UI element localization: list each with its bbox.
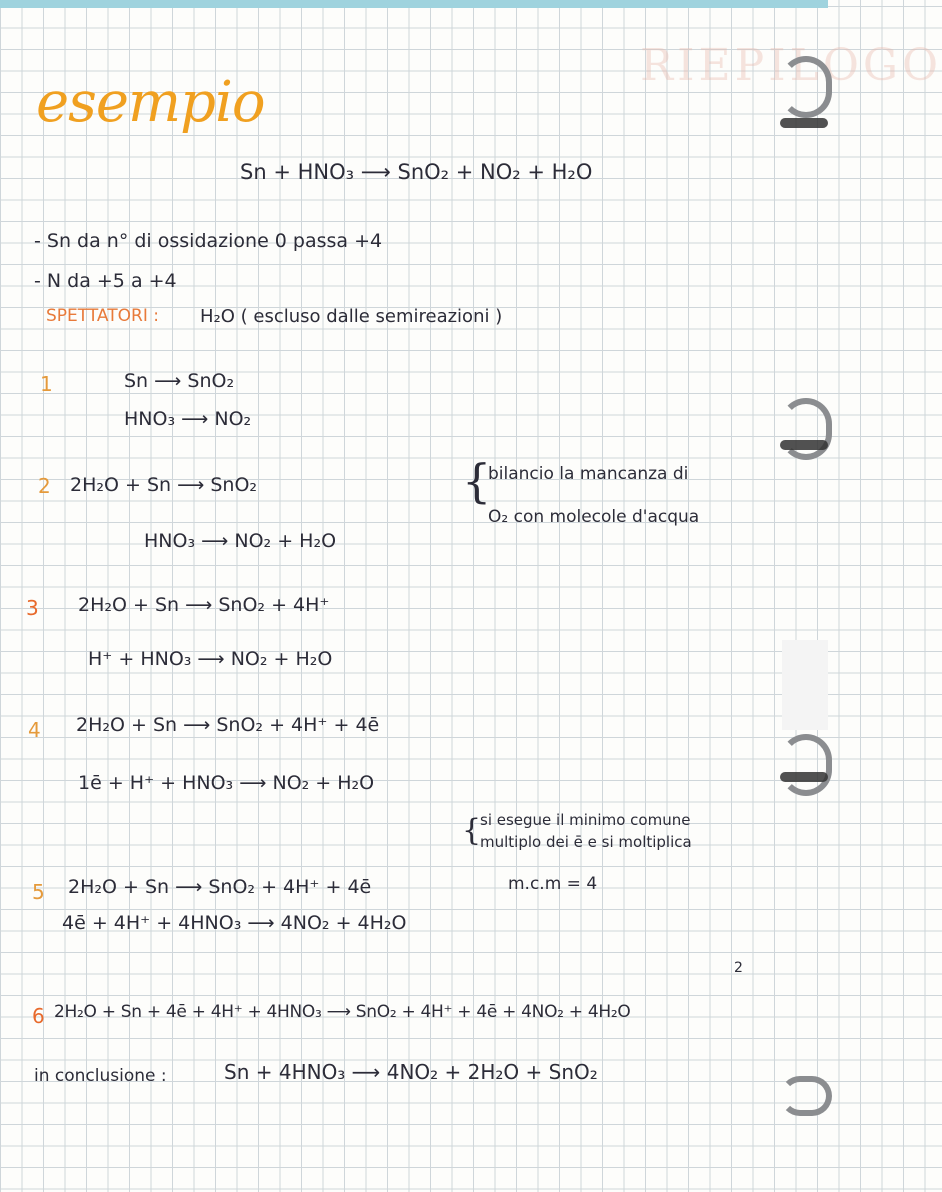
equation-line: 2H₂O + Sn ⟶ SnO₂ + 4H⁺ bbox=[78, 594, 330, 616]
note-line: - N da +5 a +4 bbox=[34, 270, 177, 292]
equation-line: 1ē + H⁺ + HNO₃ ⟶ NO₂ + H₂O bbox=[78, 772, 375, 794]
equation-line: HNO₃ ⟶ NO₂ bbox=[124, 408, 252, 430]
note-line: - Sn da n° di ossidazione 0 passa +4 bbox=[34, 230, 383, 252]
equation-line: 2H₂O + Sn + 4ē + 4H⁺ + 4HNO₃ ⟶ SnO₂ + 4H⁺ + 4ē + 4NO₂ + 4H₂O bbox=[54, 1002, 631, 1022]
binder-ring-icon bbox=[780, 56, 832, 118]
bleed-through-heading: RIEPILOGO bbox=[640, 40, 942, 91]
equation-line: 2H₂O + Sn ⟶ SnO₂ + 4H⁺ + 4ē bbox=[68, 876, 372, 898]
side-note: bilancio la mancanza di bbox=[488, 464, 689, 484]
spectators-text: H₂O ( escluso dalle semireazioni ) bbox=[200, 306, 503, 327]
side-note: O₂ con molecole d'acqua bbox=[488, 507, 700, 527]
main-equation: Sn + HNO₃ ⟶ SnO₂ + NO₂ + H₂O bbox=[240, 160, 593, 184]
conclusion-equation: Sn + 4HNO₃ ⟶ 4NO₂ + 2H₂O + SnO₂ bbox=[224, 1060, 598, 1084]
binder-ring-shadow bbox=[780, 440, 828, 450]
binder-ring-shadow bbox=[780, 772, 828, 782]
superscript-correction: 2 bbox=[734, 960, 743, 976]
step-number: 5 bbox=[32, 880, 45, 904]
conclusion-label: in conclusione : bbox=[34, 1066, 167, 1086]
step-number: 3 bbox=[26, 596, 39, 620]
equation-line: H⁺ + HNO₃ ⟶ NO₂ + H₂O bbox=[88, 648, 333, 670]
binder-ring-icon bbox=[780, 398, 832, 460]
mcm-note: m.c.m = 4 bbox=[508, 874, 598, 894]
equation-line: 4ē + 4H⁺ + 4HNO₃ ⟶ 4NO₂ + 4H₂O bbox=[62, 912, 407, 934]
step-number: 4 bbox=[28, 718, 41, 742]
brace-symbol: { bbox=[462, 813, 482, 848]
equation-line: Sn ⟶ SnO₂ bbox=[124, 370, 235, 392]
step-number: 6 bbox=[32, 1004, 45, 1028]
page-title: esempio bbox=[36, 70, 265, 135]
side-note: si esegue il minimo comune bbox=[480, 811, 691, 829]
binder-ring-icon bbox=[780, 1076, 832, 1116]
equation-line: 2H₂O + Sn ⟶ SnO₂ + 4H⁺ + 4ē bbox=[76, 714, 380, 736]
top-edge-strip bbox=[0, 0, 828, 8]
side-note: multiplo dei ē e si moltiplica bbox=[480, 833, 692, 851]
step-number: 1 bbox=[40, 372, 53, 396]
brace-symbol: { bbox=[462, 454, 492, 508]
page-edge-highlight bbox=[782, 640, 828, 730]
spectators-label: SPETTATORI : bbox=[46, 306, 159, 326]
equation-line: 2H₂O + Sn ⟶ SnO₂ bbox=[70, 474, 258, 496]
step-number: 2 bbox=[38, 474, 51, 498]
binder-ring-shadow bbox=[780, 118, 828, 128]
binder-ring-icon bbox=[780, 734, 832, 796]
equation-line: HNO₃ ⟶ NO₂ + H₂O bbox=[144, 530, 337, 552]
